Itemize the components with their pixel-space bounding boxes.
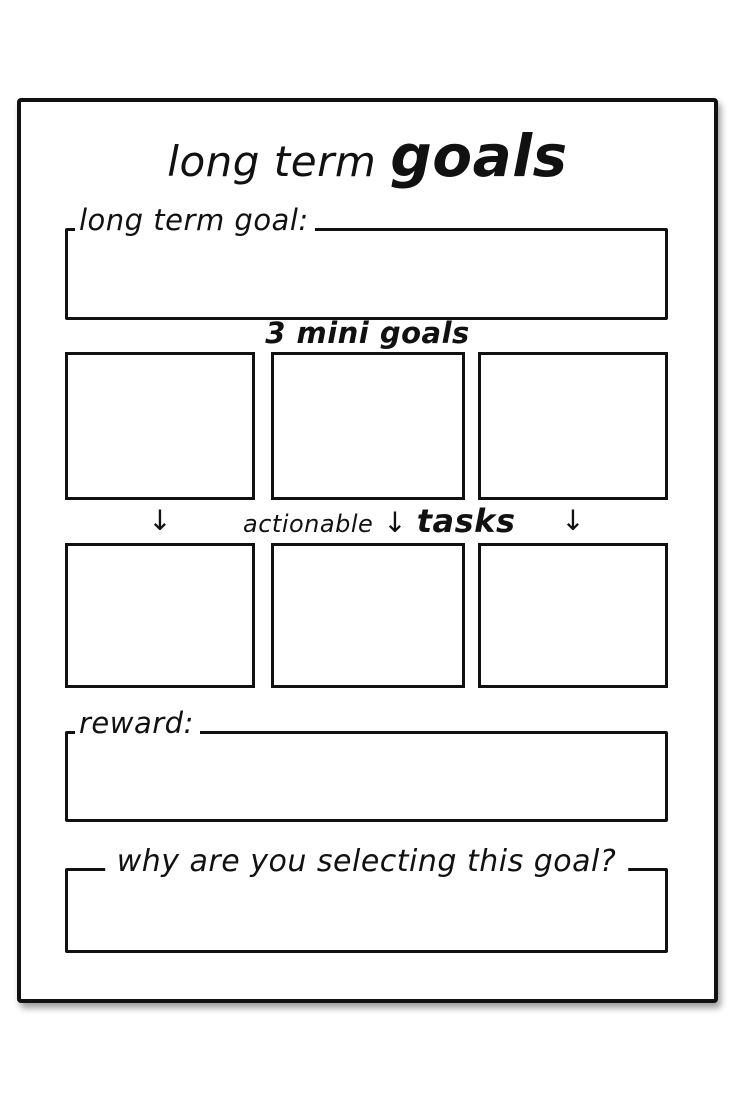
mini-goals-heading: 3 mini goals: [265, 316, 470, 350]
long-term-goal-label: long term goal:: [75, 203, 315, 237]
down-arrow-glyph: ↓: [148, 504, 172, 537]
page-title-bold: goals: [390, 122, 568, 190]
down-arrow-icon: [65, 502, 255, 540]
why-label: why are you selecting this goal?: [105, 845, 629, 879]
down-arrow-glyph: ↓: [561, 504, 585, 537]
actionable-tasks-heading: [243, 502, 516, 540]
page-title: [21, 120, 714, 198]
reward-box[interactable]: [65, 706, 668, 822]
down-arrow-glyph: ↓: [383, 506, 407, 539]
down-arrow-icon: [478, 502, 668, 540]
reward-label: reward:: [75, 706, 200, 740]
page-title-light: long term: [167, 137, 377, 186]
task-box-2[interactable]: [271, 543, 465, 688]
mini-goal-box-1[interactable]: [65, 352, 255, 500]
long-term-goal-box[interactable]: [65, 203, 668, 320]
worksheet-page: [17, 98, 718, 1003]
task-box-1[interactable]: [65, 543, 255, 688]
task-box-3[interactable]: [478, 543, 668, 688]
actionable-label: actionable: [243, 510, 374, 538]
mini-goal-box-2[interactable]: [271, 352, 465, 500]
mini-goal-box-3[interactable]: [478, 352, 668, 500]
why-box[interactable]: [65, 844, 668, 953]
tasks-label: tasks: [416, 502, 516, 540]
